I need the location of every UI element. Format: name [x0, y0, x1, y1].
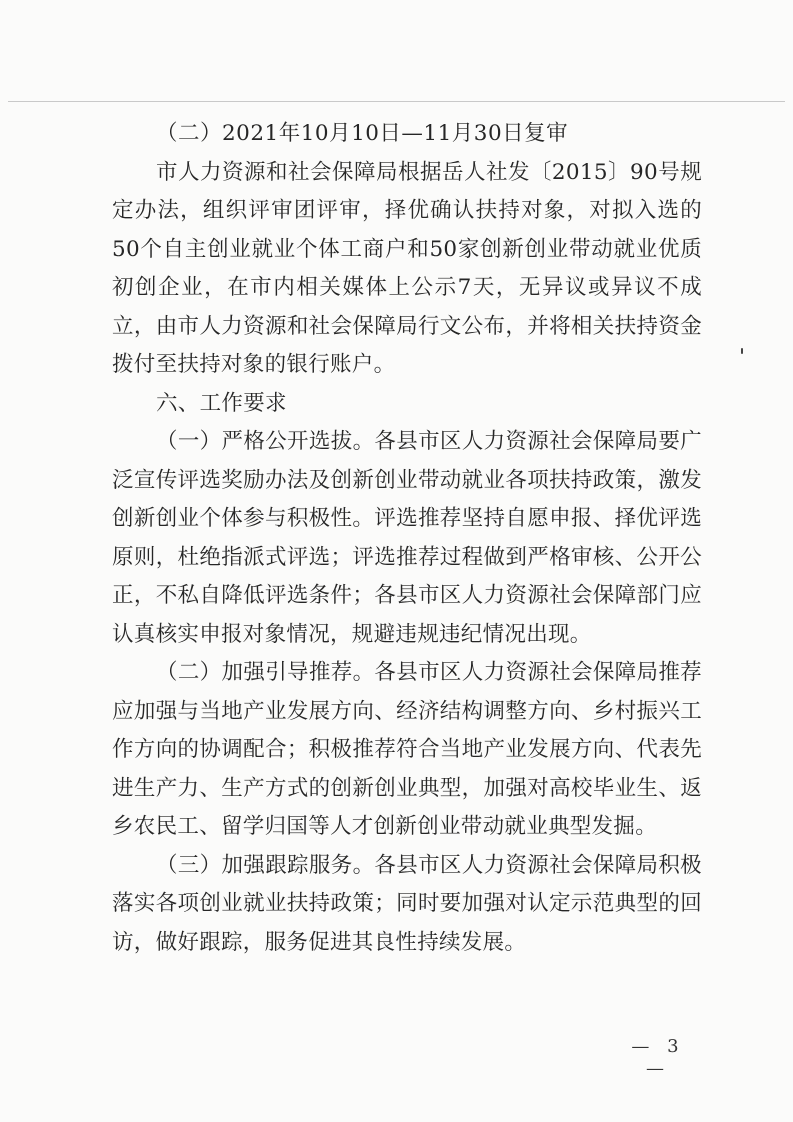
requirement-paragraph-3: （三）加强跟踪服务。各县市区人力资源社会保障局积极落实各项创业就业扶持政策；同时要加强对认定示范典型的回访，做好跟踪，服务促进其良性持续发展。	[112, 852, 702, 955]
review-stage-paragraph: 市人力资源和社会保障局根据岳人社发〔2015〕90号规定办法，组织评审团评审，择优确认扶持对象，对拟入选的50个自主创业就业个体工商户和50家创新创业带动就业优质初创企业，在市内相关媒体上公示7天，无异议或异议不成立，由市人力资源和社会保障局行文公布，并将相关扶持资金拨付至扶持对象的银行账户。	[112, 159, 702, 377]
requirement-paragraph-2: （二）加强引导推荐。各县市区人力资源社会保障局推荐应加强与当地产业发展方向、经济结构调整方向、乡村振兴工作方向的协调配合；积极推荐符合当地产业发展方向、代表先进生产力、生产方式的创新创业典型，加强对高校毕业生、返乡农民工、留学归国等人才创新创业带动就业典型发掘。	[112, 660, 702, 839]
header-divider	[8, 101, 785, 102]
document-body	[112, 115, 702, 962]
page-number: — 3 —	[631, 1036, 685, 1079]
requirement-paragraph-1: （一）严格公开选拔。各县市区人力资源社会保障局要广泛宣传评选奖励办法及创新创业带动就业各项扶持政策，激发创新创业个体参与积极性。评选推荐坚持自愿申报、择优评选原则，杜绝指派式评选；评选推荐过程做到严格审核、公开公正，不私自降低评选条件；各县市区人力资源社会保障部门应认真核实申报对象情况，规避违规违纪情况出现。	[112, 429, 702, 647]
section-heading-work-requirements: 六、工作要求	[156, 390, 287, 416]
review-stage-heading: （二）2021年10月10日—11月30日复审	[156, 121, 569, 146]
scan-speck	[741, 348, 743, 354]
